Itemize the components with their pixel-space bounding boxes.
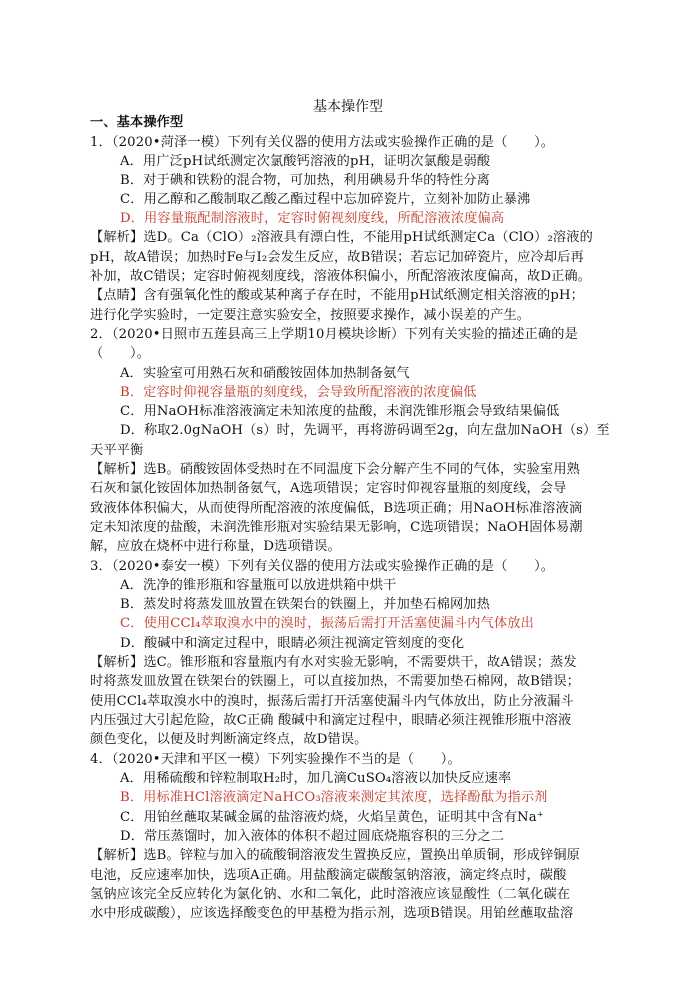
q4-option-a: A．用稀硫酸和锌粒制取H₂时，加几滴CuSO₄溶液以加快反应速率 [120,771,512,786]
question-3: 3．（2020•泰安一模）下列有关仪器的使用方法或实验操作正确的是（ ）。 [90,559,555,574]
q3-option-c: C．使用CCl₄萃取溴水中的溴时，振荡后需打开活塞使漏斗内气体放出 [120,616,534,631]
q1-analysis-line: 【解析】选D。Ca（ClO）₂溶液具有漂白性，不能用pH试纸测定Ca（ClO）₂溶液的 [90,230,593,245]
q3-analysis-line: 内压强过大引起危险，故C正确 酸碱中和滴定过程中，眼睛必须注视锥形瓶中溶液 [90,713,572,728]
q1-option-c: C．用乙醇和乙酸制取乙酸乙酯过程中忘加碎瓷片，立刻补加防止暴沸 [120,192,531,207]
q3-analysis-line: 颜色变化，以便及时判断滴定终点，故D错误。 [90,732,368,747]
q1-option-d: D．用容量瓶配制溶液时，定容时俯视刻度线，所配溶液浓度偏高 [120,211,505,226]
q3-analysis-line: 使用CCl₄萃取溴水中的溴时，振荡后需打开活塞使漏斗内气体放出，防止分液漏斗 [90,694,574,709]
q4-analysis-line: 氢钠应该完全反应转化为氯化钠、水和二氧化，此时溶液应该显酸性（二氧化碳在 [90,887,571,902]
q4-option-b: B．用标准HCl溶液滴定NaHCO₃溶液来测定其浓度，选择酚酞为指示剂 [120,790,548,805]
page-title: 基本操作型 [313,99,383,115]
q4-option-d: D．常压蒸馏时，加入液体的体积不超过圆底烧瓶容积的三分之二 [120,829,505,844]
q2-analysis-line: 致液体体积偏大，从而使得所配溶液的浓度偏低，B选项正确；用NaOH标准溶液滴 [90,501,583,516]
q3-option-d: D．酸碱中和滴定过程中，眼睛必须注视滴定管刻度的变化 [120,636,465,651]
q2-option-b: B．定容时仰视容量瓶的刻度线，会导致所配溶液的浓度偏低 [120,385,477,400]
question-4: 4．（2020•天津和平区一模）下列实验操作不当的是（ ）。 [90,752,461,767]
q4-analysis-line: 电池，反应速率加快，选项A正确。用盐酸滴定碳酸氢钠溶液，滴定终点时，碳酸 [90,868,567,883]
q1-option-b: B．对于碘和铁粉的混合物，可加热，利用碘易升华的特性分离 [120,173,490,188]
question-2-cont: （ ）。 [90,346,151,361]
q4-analysis-line: 水中形成碳酸），应该选择酸变色的甲基橙为指示剂，选项B错误。用铂丝蘸取盐溶 [90,906,574,921]
q2-option-a: A．实验室可用熟石灰和硝酸铵固体加热制备氨气 [120,366,410,381]
q2-analysis-line: 【解析】选B。硝酸铵固体受热时在不同温度下会分解产生不同的气体，实验室用熟 [90,462,580,477]
q3-option-b: B．蒸发时将蒸发皿放置在铁架台的铁圈上，并加垫石棉网加热 [120,597,490,612]
q2-option-c: C．用NaOH标准溶液滴定未知浓度的盐酸，未润洗锥形瓶会导致结果偏低 [120,404,560,419]
q1-analysis-line: pH，故A错误；加热时Fe与I₂会发生反应，故B错误；若忘记加碎瓷片，应冷却后再 [90,250,584,265]
q1-note-line: 【点睛】含有强氧化性的酸或某种离子存在时，不能用pH试纸测定相关溶液的pH； [90,288,584,303]
q4-option-c: C．用铂丝蘸取某碱金属的盐溶液灼烧，火焰呈黄色，证明其中含有Na⁺ [120,810,544,825]
q1-option-a: A．用广泛pH试纸测定次氯酸钙溶液的pH，证明次氯酸是弱酸 [120,154,491,169]
q3-analysis-line: 【解析】选C。锥形瓶和容量瓶内有水对实验无影响，不需要烘干，故A错误；蒸发 [90,655,577,670]
question-1: 1．（2020•菏泽一模）下列有关仪器的使用方法或实验操作正确的是（ ）。 [90,135,555,150]
q2-analysis-line: 解，应放在烧杯中进行称量，D选项错误。 [90,539,341,554]
q1-analysis-line: 补加，故C错误；定容时俯视刻度线，溶液体积偏小，所配溶液浓度偏高，故D正确。 [90,269,592,284]
q3-option-a: A．洗净的锥形瓶和容量瓶可以放进烘箱中烘干 [120,578,397,593]
q3-analysis-line: 时将蒸发皿放置在铁架台的铁圈上，可以直接加热，不需要加垫石棉网，故B错误； [90,674,580,689]
question-2: 2．（2020•日照市五莲县高三上学期10月模块诊断）下列有关实验的描述正确的是 [90,327,578,342]
q2-option-d: D．称取2.0gNaOH（s）时，先调平，再将游码调至2g，向左盘加NaOH（s）至 [120,423,610,438]
q2-option-d-cont: 天平平衡 [90,443,144,458]
q1-note-line: 进行化学实验时，一定要注意实验安全，按照要求操作，减小误差的产生。 [90,308,531,323]
section-heading: 一、基本操作型 [90,115,184,130]
q2-analysis-line: 定未知浓度的盐酸，未润洗锥形瓶对实验结果无影响，C选项错误；NaOH固体易潮 [90,520,583,535]
q4-analysis-line: 【解析】选B。锌粒与加入的硫酸铜溶液发生置换反应，置换出单质铜，形成锌铜原 [90,848,580,863]
q2-analysis-line: 石灰和氯化铵固体加热制备氨气，A选项错误；定容时仰视容量瓶的刻度线，会导 [90,481,567,496]
